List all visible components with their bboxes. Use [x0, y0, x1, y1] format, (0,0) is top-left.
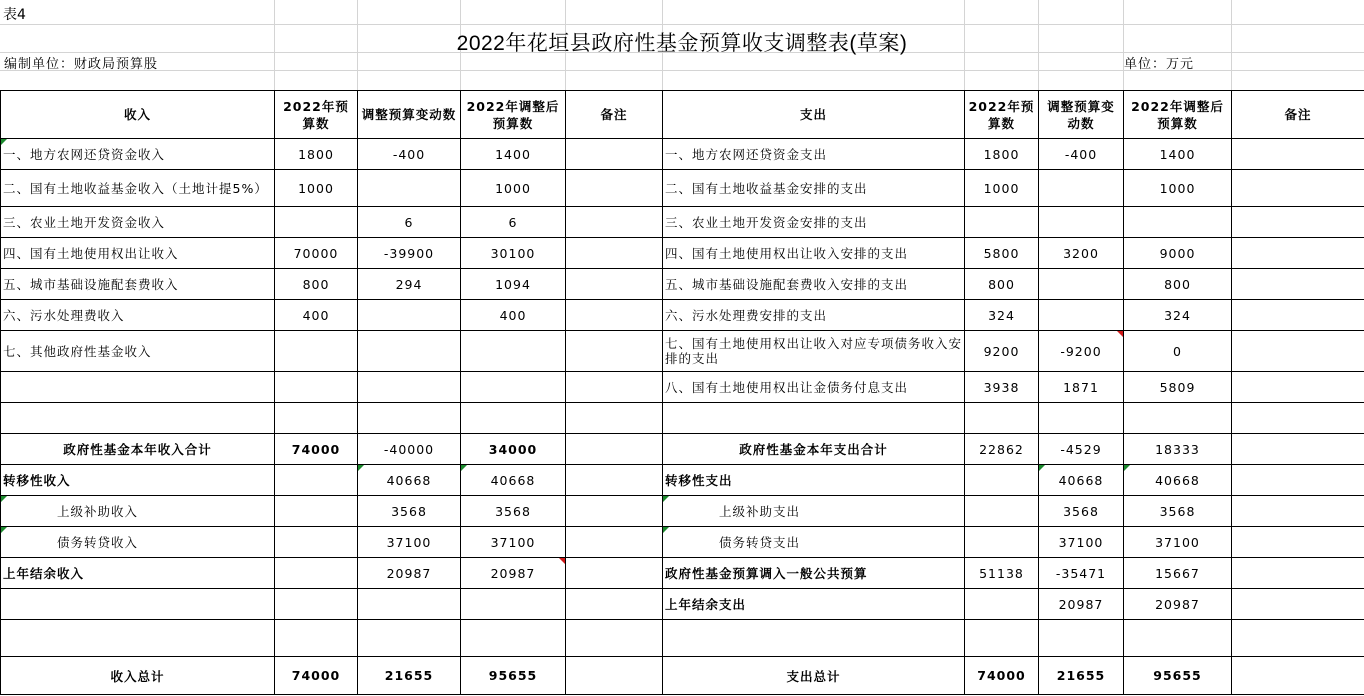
income-change-cell: -400: [358, 139, 461, 170]
table-row: [1, 403, 1364, 434]
expense-budget-cell: [965, 403, 1039, 434]
grand-total-row: [1, 657, 1364, 695]
income-adjusted-cell: 20987: [461, 558, 566, 589]
table-row: [1, 465, 1364, 496]
expense-note-cell: [1232, 465, 1364, 496]
expense-label: 政府性基金预算调入一般公共预算: [663, 558, 965, 589]
income-note-cell: [566, 238, 663, 269]
income-change-cell: -40000: [358, 434, 461, 465]
income-change-cell: [358, 620, 461, 657]
income-label: [1, 620, 275, 657]
income-budget-cell: 1000: [275, 170, 358, 207]
income-note-cell: [566, 269, 663, 300]
income-label: 上年结余收入: [1, 558, 275, 589]
expense-adjusted-cell: 15667: [1124, 558, 1232, 589]
expense-adjusted-cell: 3568: [1124, 496, 1232, 527]
expense-adjusted-cell: 37100: [1124, 527, 1232, 558]
header-expense-note: 备注: [1232, 91, 1364, 139]
income-budget-cell: [275, 620, 358, 657]
expense-label: 三、农业土地开发资金安排的支出: [663, 207, 965, 238]
income-adjusted-cell: 1094: [461, 269, 566, 300]
header-expense-adjusted: 2022年调整后预算数: [1124, 91, 1232, 139]
expense-total-label: 支出总计: [663, 657, 965, 695]
expense-note-cell: [1232, 207, 1364, 238]
expense-note-cell: [1232, 496, 1364, 527]
expense-adjusted-cell: 1400: [1124, 139, 1232, 170]
income-label: 六、污水处理费收入: [1, 300, 275, 331]
income-label: 四、国有土地使用权出让收入: [1, 238, 275, 269]
expense-adjusted-cell: [1124, 403, 1232, 434]
expense-budget-cell: [965, 589, 1039, 620]
expense-adjusted-cell: 9000: [1124, 238, 1232, 269]
income-change-cell: 37100: [358, 527, 461, 558]
expense-change-cell: [1039, 300, 1124, 331]
table-row: [1, 300, 1364, 331]
expense-change-cell: [1039, 403, 1124, 434]
income-label: 二、国有土地收益基金收入（土地计提5%）: [1, 170, 275, 207]
expense-note-cell: [1232, 300, 1364, 331]
income-note-cell: [566, 657, 663, 695]
header-income-adjusted: 2022年调整后预算数: [461, 91, 566, 139]
header-expense-change: 调整预算变动数: [1039, 91, 1124, 139]
income-budget-cell: [275, 372, 358, 403]
income-change-cell: 3568: [358, 496, 461, 527]
expense-change-cell: 37100: [1039, 527, 1124, 558]
expense-change-cell: -4529: [1039, 434, 1124, 465]
expense-note-cell: [1232, 139, 1364, 170]
expense-label: 五、城市基础设施配套费收入安排的支出: [663, 269, 965, 300]
income-adjusted-cell: 37100: [461, 527, 566, 558]
table-row: [1, 139, 1364, 170]
expense-change-cell: -400: [1039, 139, 1124, 170]
expense-adjusted-cell: 95655: [1124, 657, 1232, 695]
income-adjusted-cell: 1000: [461, 170, 566, 207]
expense-label: 四、国有土地使用权出让收入安排的支出: [663, 238, 965, 269]
expense-note-cell: [1232, 372, 1364, 403]
expense-adjusted-cell: 1000: [1124, 170, 1232, 207]
table-row: [1, 527, 1364, 558]
income-adjusted-cell: [461, 372, 566, 403]
expense-subtotal-label: 政府性基金本年支出合计: [663, 434, 965, 465]
income-budget-cell: [275, 496, 358, 527]
income-note-cell: [566, 620, 663, 657]
income-label: 转移性收入: [1, 465, 275, 496]
income-budget-cell: [275, 403, 358, 434]
income-note-cell: [566, 434, 663, 465]
expense-change-cell: -9200: [1039, 331, 1124, 372]
income-change-cell: [358, 372, 461, 403]
compiling-unit: 编制单位：财政局预算股: [4, 57, 159, 72]
table-row: [1, 589, 1364, 620]
expense-label: [663, 403, 965, 434]
header-income-change: 调整预算变动数: [358, 91, 461, 139]
expense-note-cell: [1232, 269, 1364, 300]
income-note-cell: [566, 207, 663, 238]
header-expense: 支出: [663, 91, 965, 139]
income-label: 债务转贷收入: [1, 527, 275, 558]
expense-budget-cell: 5800: [965, 238, 1039, 269]
income-note-cell: [566, 527, 663, 558]
expense-note-cell: [1232, 434, 1364, 465]
income-adjusted-cell: 1400: [461, 139, 566, 170]
income-budget-cell: [275, 589, 358, 620]
income-note-cell: [566, 403, 663, 434]
expense-adjusted-cell: [1124, 207, 1232, 238]
income-adjusted-cell: 95655: [461, 657, 566, 695]
income-subtotal-label: 政府性基金本年收入合计: [1, 434, 275, 465]
expense-note-cell: [1232, 238, 1364, 269]
expense-label: 上年结余支出: [663, 589, 965, 620]
table-row: [1, 496, 1364, 527]
expense-label: 转移性支出: [663, 465, 965, 496]
income-note-cell: [566, 558, 663, 589]
income-change-cell: 6: [358, 207, 461, 238]
expense-change-cell: [1039, 170, 1124, 207]
expense-label: 债务转贷支出: [663, 527, 965, 558]
expense-budget-cell: 9200: [965, 331, 1039, 372]
income-budget-cell: [275, 331, 358, 372]
income-change-cell: 21655: [358, 657, 461, 695]
income-label: [1, 589, 275, 620]
expense-budget-cell: 800: [965, 269, 1039, 300]
expense-budget-cell: 51138: [965, 558, 1039, 589]
expense-adjusted-cell: 800: [1124, 269, 1232, 300]
expense-label: 七、国有土地使用权出让收入对应专项债务收入安排的支出: [663, 331, 965, 372]
expense-budget-cell: 324: [965, 300, 1039, 331]
income-label: 一、地方农网还贷资金收入: [1, 139, 275, 170]
income-change-cell: [358, 331, 461, 372]
expense-budget-cell: [965, 620, 1039, 657]
expense-label: 一、地方农网还贷资金支出: [663, 139, 965, 170]
income-adjusted-cell: [461, 589, 566, 620]
expense-change-cell: 3200: [1039, 238, 1124, 269]
budget-table: [0, 90, 1364, 695]
expense-change-cell: 1871: [1039, 372, 1124, 403]
expense-note-cell: [1232, 620, 1364, 657]
expense-adjusted-cell: 20987: [1124, 589, 1232, 620]
expense-budget-cell: 3938: [965, 372, 1039, 403]
header-income-note: 备注: [566, 91, 663, 139]
expense-change-cell: [1039, 269, 1124, 300]
expense-budget-cell: [965, 207, 1039, 238]
income-budget-cell: 74000: [275, 434, 358, 465]
income-budget-cell: 74000: [275, 657, 358, 695]
income-adjusted-cell: [461, 620, 566, 657]
income-adjusted-cell: [461, 331, 566, 372]
expense-note-cell: [1232, 331, 1364, 372]
expense-budget-cell: [965, 496, 1039, 527]
table-row: [1, 269, 1364, 300]
income-label: 七、其他政府性基金收入: [1, 331, 275, 372]
income-change-cell: 40668: [358, 465, 461, 496]
expense-change-cell: 3568: [1039, 496, 1124, 527]
income-label: 上级补助收入: [1, 496, 275, 527]
expense-label: [663, 620, 965, 657]
income-note-cell: [566, 300, 663, 331]
expense-note-cell: [1232, 170, 1364, 207]
income-change-cell: -39900: [358, 238, 461, 269]
income-budget-cell: 400: [275, 300, 358, 331]
income-note-cell: [566, 170, 663, 207]
income-budget-cell: [275, 465, 358, 496]
expense-note-cell: [1232, 558, 1364, 589]
income-budget-cell: [275, 558, 358, 589]
expense-change-cell: 21655: [1039, 657, 1124, 695]
expense-budget-cell: 1800: [965, 139, 1039, 170]
income-note-cell: [566, 589, 663, 620]
expense-budget-cell: [965, 465, 1039, 496]
income-label: 三、农业土地开发资金收入: [1, 207, 275, 238]
expense-change-cell: -35471: [1039, 558, 1124, 589]
expense-label: 六、污水处理费安排的支出: [663, 300, 965, 331]
table-row: [1, 170, 1364, 207]
income-budget-cell: [275, 207, 358, 238]
income-adjusted-cell: [461, 403, 566, 434]
income-change-cell: [358, 589, 461, 620]
expense-change-cell: 40668: [1039, 465, 1124, 496]
subtotal-row: [1, 434, 1364, 465]
expense-note-cell: [1232, 527, 1364, 558]
income-adjusted-cell: 6: [461, 207, 566, 238]
expense-note-cell: [1232, 589, 1364, 620]
income-change-cell: [358, 403, 461, 434]
income-note-cell: [566, 139, 663, 170]
income-adjusted-cell: 400: [461, 300, 566, 331]
table-row: [1, 238, 1364, 269]
table-row: [1, 620, 1364, 657]
header-row: [1, 91, 1364, 139]
income-adjusted-cell: 3568: [461, 496, 566, 527]
expense-budget-cell: 74000: [965, 657, 1039, 695]
expense-adjusted-cell: 5809: [1124, 372, 1232, 403]
income-total-label: 收入总计: [1, 657, 275, 695]
expense-adjusted-cell: 324: [1124, 300, 1232, 331]
expense-label: 上级补助支出: [663, 496, 965, 527]
expense-budget-cell: 1000: [965, 170, 1039, 207]
income-adjusted-cell: 34000: [461, 434, 566, 465]
income-change-cell: 20987: [358, 558, 461, 589]
expense-budget-cell: 22862: [965, 434, 1039, 465]
header-income-budget: 2022年预算数: [275, 91, 358, 139]
income-note-cell: [566, 465, 663, 496]
expense-label: 二、国有土地收益基金安排的支出: [663, 170, 965, 207]
header-expense-budget: 2022年预算数: [965, 91, 1039, 139]
income-budget-cell: 800: [275, 269, 358, 300]
income-adjusted-cell: 30100: [461, 238, 566, 269]
expense-change-cell: 20987: [1039, 589, 1124, 620]
expense-note-cell: [1232, 403, 1364, 434]
expense-adjusted-cell: 18333: [1124, 434, 1232, 465]
income-label: [1, 372, 275, 403]
expense-note-cell: [1232, 657, 1364, 695]
expense-budget-cell: [965, 527, 1039, 558]
income-change-cell: 294: [358, 269, 461, 300]
income-note-cell: [566, 372, 663, 403]
unit-label: 单位：万元: [1124, 57, 1195, 72]
income-label: 五、城市基础设施配套费收入: [1, 269, 275, 300]
header-income: 收入: [1, 91, 275, 139]
income-budget-cell: [275, 527, 358, 558]
sheet-label: 表4: [3, 7, 26, 23]
page-title: 2022年花垣县政府性基金预算收支调整表(草案): [456, 32, 908, 55]
income-change-cell: [358, 300, 461, 331]
expense-adjusted-cell: 40668: [1124, 465, 1232, 496]
expense-change-cell: [1039, 620, 1124, 657]
expense-label: 八、国有土地使用权出让金债务付息支出: [663, 372, 965, 403]
table-row: [1, 207, 1364, 238]
table-row: [1, 331, 1364, 372]
income-budget-cell: 70000: [275, 238, 358, 269]
expense-adjusted-cell: [1124, 620, 1232, 657]
income-budget-cell: 1800: [275, 139, 358, 170]
expense-adjusted-cell: 0: [1124, 331, 1232, 372]
income-change-cell: [358, 170, 461, 207]
income-adjusted-cell: 40668: [461, 465, 566, 496]
income-note-cell: [566, 331, 663, 372]
table-row: [1, 372, 1364, 403]
expense-change-cell: [1039, 207, 1124, 238]
table-row: [1, 558, 1364, 589]
income-label: [1, 403, 275, 434]
income-note-cell: [566, 496, 663, 527]
